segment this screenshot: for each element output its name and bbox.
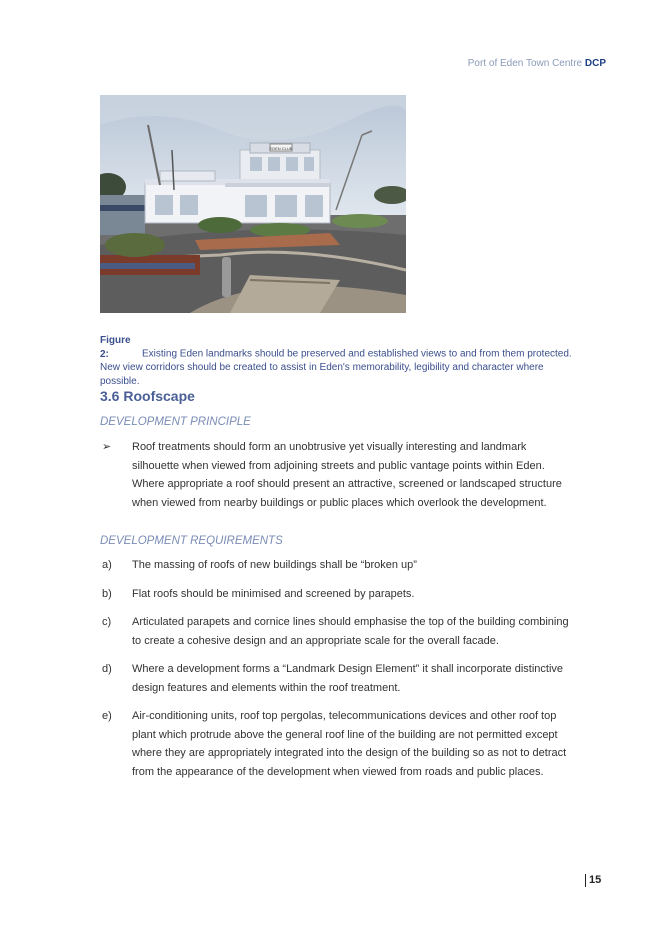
header-title: Port of Eden Town Centre — [467, 58, 583, 69]
requirement-item — [102, 660, 572, 697]
requirement-text: Where a development forms a “Landmark Design Element” it shall incorporate distinctive design features and elements within the roof treatment. — [132, 663, 564, 694]
requirement-text: Flat roofs should be minimised and screened by parapets. — [132, 587, 415, 600]
requirement-letter: c) — [102, 616, 112, 628]
figure-caption-text: Existing Eden landmarks should be preserved and established views to and from them protected. New view corridors should be created to assist in Eden's memorability, legibility and character where possible. — [100, 348, 572, 387]
requirement-item — [102, 585, 572, 604]
street-scene-illustration — [100, 95, 406, 313]
requirement-letter: d) — [102, 663, 112, 675]
requirement-item — [102, 613, 572, 650]
requirement-letter: e) — [102, 710, 112, 722]
requirement-item — [102, 556, 572, 575]
principle-heading: DEVELOPMENT PRINCIPLE — [100, 416, 251, 428]
figure-caption — [100, 334, 580, 388]
running-header — [468, 58, 606, 69]
arrow-bullet-icon: ➢ — [102, 441, 112, 453]
header-title-bold: DCP — [584, 58, 606, 69]
requirement-text: The massing of roofs of new buildings shall be “broken up” — [132, 559, 417, 571]
requirements-heading: DEVELOPMENT REQUIREMENTS — [100, 535, 283, 547]
requirement-text: Articulated parapets and cornice lines should emphasise the top of the building combining to create a cohesive design and an appropriate scale for the overall facade. — [132, 616, 569, 647]
requirement-text: Air-conditioning units, roof top pergolas, telecommunications devices and other roof top plant which protrude above the general roof line of the building are not permitted except where they are appropriately integrated into the design of the building so as not to detract from the appearance of the development when viewed from roads and public places. — [132, 710, 567, 778]
requirement-letter: a) — [102, 559, 112, 571]
section-heading: 3.6 Roofscape — [100, 388, 195, 404]
requirement-item — [102, 707, 572, 781]
page-number: 15 — [585, 874, 601, 887]
requirements-list — [102, 556, 572, 791]
principle-bullet — [102, 438, 572, 512]
requirement-letter: b) — [102, 587, 112, 600]
figure-label: Figure 2: — [100, 335, 131, 360]
principle-text: Roof treatments should form an unobtrusive yet visually interesting and landmark silhouette when viewed from adjoining streets and public vantage points within Eden. Where appropriate a roof should present an attractive, screened or landscaped structure when viewed from nearby buildings or public places which overlook the development. — [132, 441, 562, 509]
photo-sign-text: EDEN CLUB — [269, 146, 293, 151]
figure-photo — [100, 95, 406, 313]
